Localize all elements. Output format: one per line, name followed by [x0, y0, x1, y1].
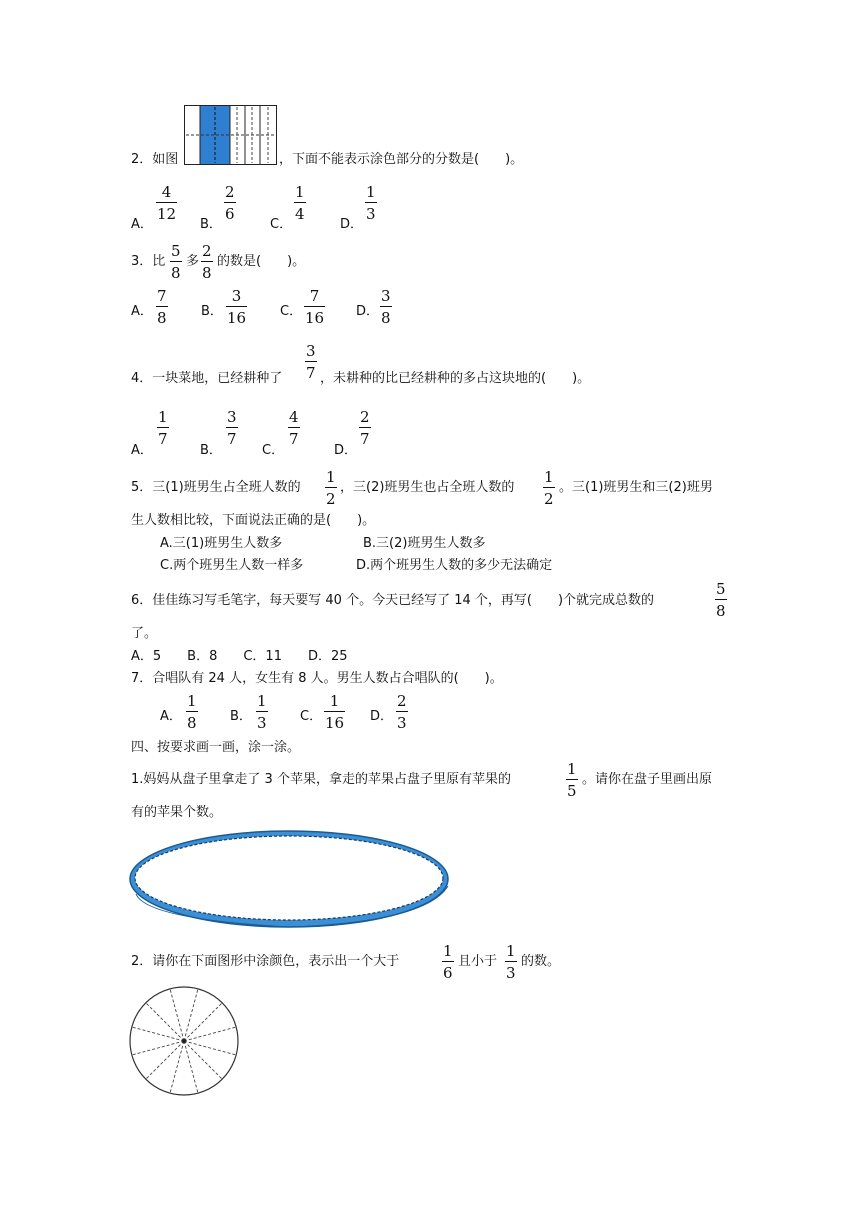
q5-option-b: B.三(2)班男生人数多: [363, 536, 486, 551]
s4-q2-text-1: 2．请你在下面图形中涂颜色，表示出一个大于: [131, 954, 400, 969]
s4-q1-line-2: 有的苹果个数。: [131, 805, 223, 820]
q3-text-2: 多: [186, 254, 200, 269]
section-4-title: 四、按要求画一画，涂一涂。: [131, 740, 301, 755]
q4-option-c-fraction: 4 7: [289, 408, 299, 448]
q6-options: A．5 B．8 C．11 D．25: [131, 649, 348, 664]
q4-option-b-label: B．: [200, 443, 222, 458]
q6-text-1: 6．佳佳练习写毛笔字，每天要写 40 个。今天已经写了 14 个，再写( )个就完成总数的: [131, 593, 655, 608]
q3-option-d-label: D．: [356, 304, 380, 319]
q5-fraction-1: 1 2: [326, 468, 336, 508]
q5-text-2: ，三(2)班男生也占全班人数的: [340, 480, 515, 495]
q5-text-3: 。三(1)班男生和三(2)班男: [559, 480, 713, 495]
plate-drawing: [126, 824, 458, 934]
q7-option-d-label: D．: [370, 709, 394, 724]
q5-line-2: 生人数相比较，下面说法正确的是( )。: [131, 513, 376, 528]
q3-option-a-label: A．: [131, 304, 153, 319]
q6-fraction-1: 5 8: [716, 580, 726, 620]
q7-text-1: 7．合唱队有 24 人，女生有 8 人。男生人数占合唱队的( )。: [131, 671, 503, 686]
s4-q2-fraction-1: 1 6: [443, 942, 453, 982]
q4-option-a-label: A．: [131, 443, 153, 458]
q3-option-a-fraction: 7 8: [157, 287, 167, 327]
q4-fraction-1: 3 7: [306, 342, 316, 382]
shaded-rectangle-figure: [184, 105, 277, 165]
q5-option-c: C.两个班男生人数一样多: [160, 558, 304, 573]
q5-text-1: 5．三(1)班男生占全班人数的: [131, 480, 301, 495]
q3-text-1: 3．比: [131, 254, 166, 269]
q3-option-c-fraction: 7 16: [305, 287, 325, 327]
q2-option-a-label: A．: [131, 217, 153, 232]
q2-option-c-label: C．: [270, 217, 293, 232]
q7-option-c-label: C．: [300, 709, 323, 724]
s4-q2-fraction-2: 1 3: [506, 942, 516, 982]
q4-text-1: 4．一块菜地，已经耕种了: [131, 371, 283, 386]
q3-option-d-fraction: 3 8: [381, 287, 391, 327]
q4-option-a-fraction: 1 7: [158, 408, 168, 448]
s4-q1-text-1: 1.妈妈从盘子里拿走了 3 个苹果，拿走的苹果占盘子里原有苹果的: [131, 772, 511, 787]
q4-option-c-label: C．: [262, 443, 285, 458]
q7-option-b-fraction: 1 3: [257, 692, 267, 732]
q2-option-b-label: B．: [200, 217, 222, 232]
q3-text-3: 的数是( )。: [217, 254, 306, 269]
q2-prefix: 2．如图: [131, 152, 179, 167]
s4-q2-text-2: 且小于: [458, 954, 498, 969]
q4-option-b-fraction: 3 7: [227, 408, 237, 448]
q2-option-b-fraction: 2 6: [225, 183, 235, 223]
q4-option-d-fraction: 2 7: [360, 408, 370, 448]
q3-option-c-label: C．: [280, 304, 303, 319]
q3-fraction-2: 2 8: [202, 242, 212, 282]
q2-option-d-label: D．: [340, 217, 364, 232]
q5-option-a: A.三(1)班男生人数多: [160, 536, 283, 551]
q4-text-2: ，未耕种的比已经耕种的多占这块地的( )。: [320, 371, 591, 386]
q4-option-d-label: D．: [334, 443, 358, 458]
divided-circle-figure: [128, 985, 240, 1097]
q2-suffix: ，下面不能表示涂色部分的分数是( )。: [279, 152, 524, 167]
q7-option-d-fraction: 2 3: [397, 692, 407, 732]
s4-q1-fraction: 1 5: [567, 760, 577, 800]
q2-option-d-fraction: 1 3: [366, 183, 376, 223]
q3-option-b-fraction: 3 16: [227, 287, 247, 327]
q2-option-c-fraction: 1 4: [295, 183, 305, 223]
s4-q2-text-3: 的数。: [521, 954, 561, 969]
q3-fraction-1: 5 8: [171, 242, 181, 282]
q2-option-a-fraction: 4 12: [157, 183, 177, 223]
q6-line-2: 了。: [131, 626, 158, 641]
q3-option-b-label: B．: [201, 304, 223, 319]
q7-option-a-label: A．: [160, 709, 182, 724]
q7-option-c-fraction: 1 16: [325, 692, 345, 732]
q7-option-a-fraction: 1 8: [187, 692, 197, 732]
q7-option-b-label: B．: [230, 709, 252, 724]
q5-fraction-2: 1 2: [544, 468, 554, 508]
q5-option-d: D.两个班男生人数的多少无法确定: [356, 558, 553, 573]
s4-q1-text-2: 。请你在盘子里画出原: [582, 772, 713, 787]
